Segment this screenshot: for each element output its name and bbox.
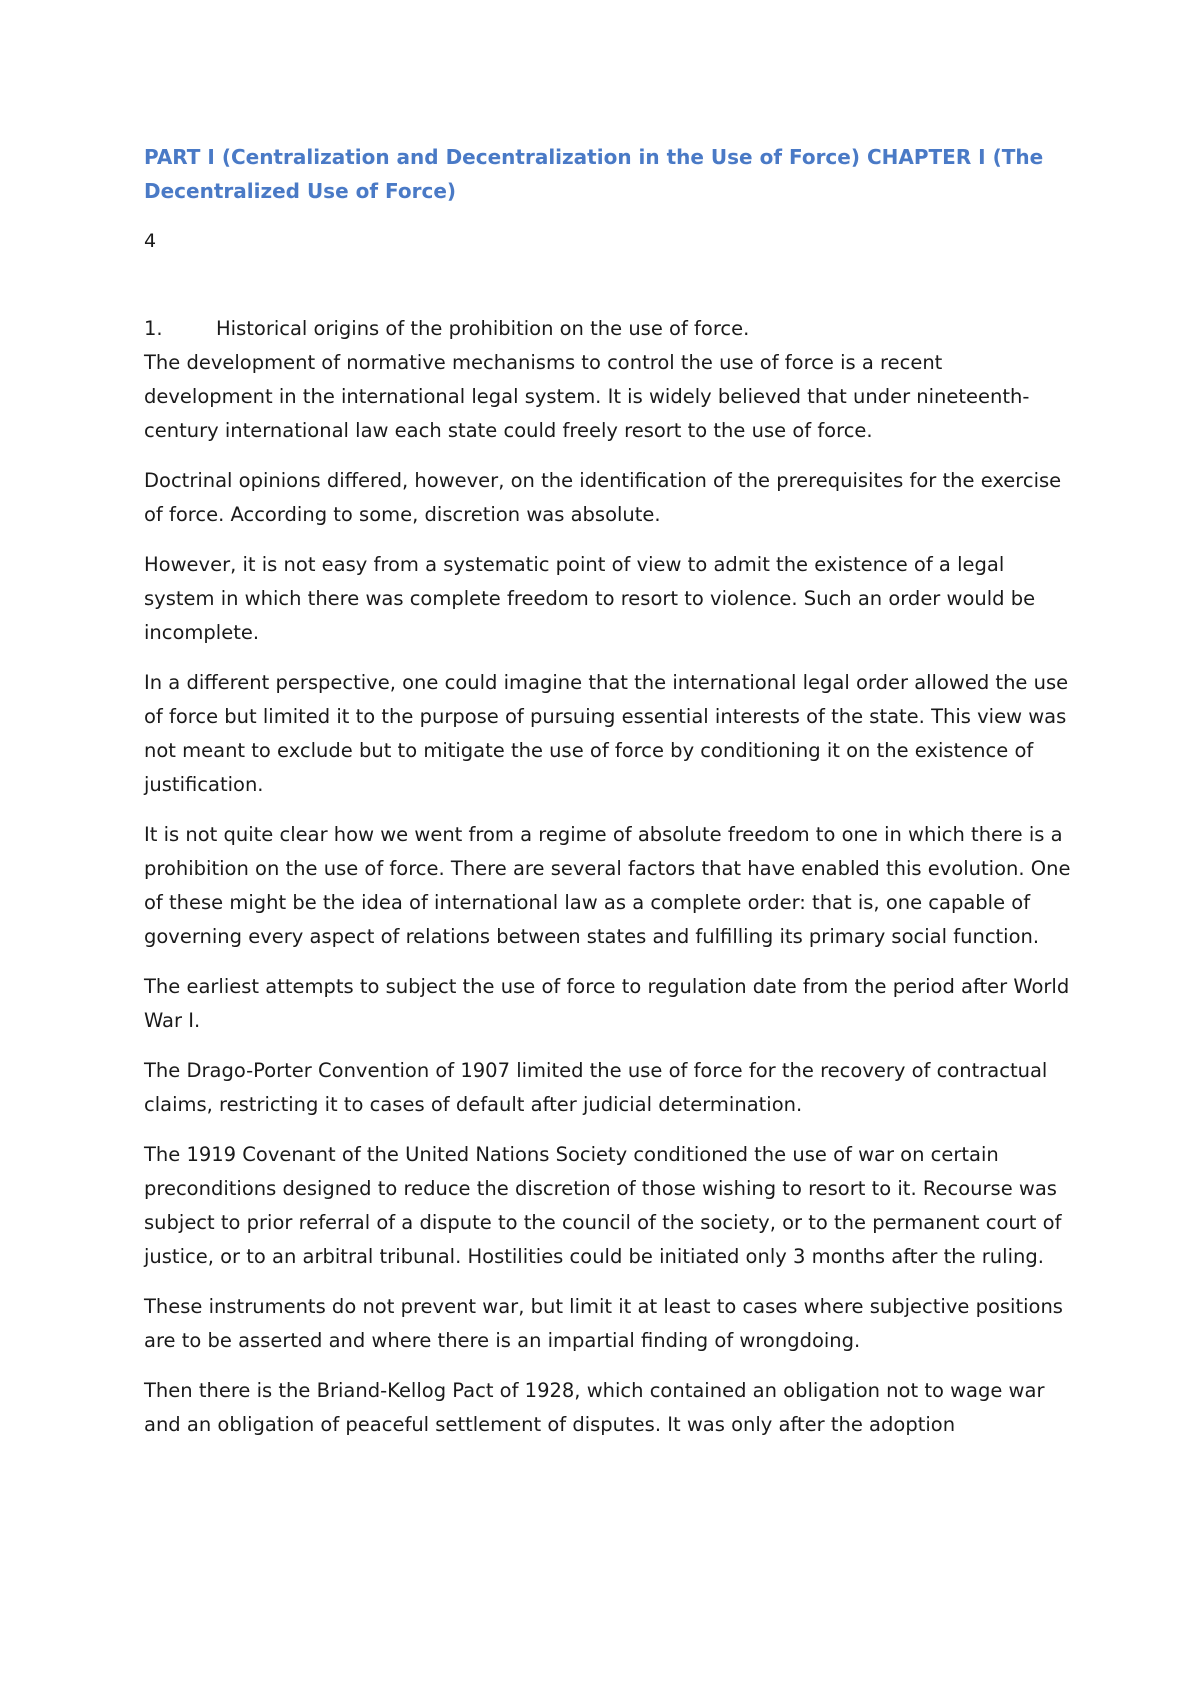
section-number: 1. [144,317,163,340]
paragraph-1: The development of normative mechanisms to control the use of force is a recent development in the international legal system. It is widely believed that under nineteenth-century international law each state could freely resort to the use of force. [144,351,1030,442]
paragraph-2: Doctrinal opinions differed, however, on the identification of the prerequisites for the exercise of force. According to some, discretion was absolute. [144,469,1062,526]
paragraph-9: These instruments do not prevent war, but limit it at least to cases where subjective positions are to be asserted and where there is an impartial finding of wrongdoing. [144,1295,1063,1352]
page-number: 4 [144,230,157,252]
paragraph-4: In a different perspective, one could imagine that the international legal order allowed the use of force but limited it to the purpose of pursuing essential interests of the state. This view was not meant to exclude but to mitigate the use of force by conditioning it on the existence of justification. [144,671,1069,796]
section-title [144,312,1074,346]
paragraph-3: However, it is not easy from a systematic point of view to admit the existence of a legal system in which there was complete freedom to resort to violence. Such an order would be incomplete. [144,553,1036,644]
paragraph-6: The earliest attempts to subject the use of force to regulation date from the period after World War I. [144,975,1070,1032]
paragraph-8: The 1919 Covenant of the United Nations Society conditioned the use of war on certain preconditions designed to reduce the discretion of those wishing to resort to it. Recourse was subject to prior referral of a dispute to the council of the society, or to the permanent court of justice, or to an arbitral tribunal. Hostilities could be initiated only 3 months after the ruling. [144,1143,1062,1268]
paragraph-5: It is not quite clear how we went from a regime of absolute freedom to one in which there is a prohibition on the use of force. There are several factors that have enabled this evolution. One of these might be the idea of international law as a complete order: that is, one capable of governing every aspect of relations between states and fulfilling its primary social function. [144,823,1071,948]
paragraph-10: Then there is the Briand-Kellog Pact of 1928, which contained an obligation not to wage war and an obligation of peaceful settlement of disputes. It was only after the adoption [144,1379,1045,1436]
paragraph-7: The Drago-Porter Convention of 1907 limited the use of force for the recovery of contractual claims, restricting it to cases of default after judicial determination. [144,1059,1048,1116]
section-title-text: Historical origins of the prohibition on the use of force. [216,317,750,340]
chapter-heading: PART I (Centralization and Decentralization in the Use of Force) CHAPTER I (The Decentralized Use of Force) [144,145,1044,203]
page-content [144,140,1074,1458]
